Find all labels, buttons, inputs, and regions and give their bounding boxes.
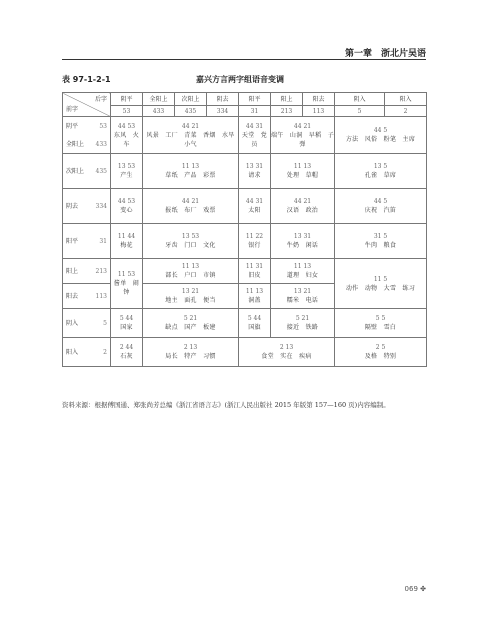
cell-words: 食堂 实在 疾病 xyxy=(261,353,312,360)
cell-words: 缺点 国产 板建 xyxy=(165,324,216,331)
table-cell xyxy=(239,189,271,224)
cell-tone: 11 22 xyxy=(245,233,264,240)
page-number: 069 ✤ xyxy=(404,585,426,593)
row-label: 阳去 xyxy=(66,292,79,300)
cell-tone: 11 5 xyxy=(373,275,388,283)
cell-words: 风景 工厂 青菜 香烟 水旱 小气 xyxy=(146,131,241,148)
row-label: 阳平 xyxy=(66,237,79,245)
cell-words: 端午 山洞 早稻 子弹 xyxy=(271,131,335,148)
table-cell xyxy=(335,259,427,309)
col-header: 阳上 xyxy=(271,93,303,106)
cell-words: 请求 xyxy=(248,172,261,179)
table-cell xyxy=(143,309,239,338)
corner-bottom-label: 前字 xyxy=(66,106,79,113)
row-tone: 113 xyxy=(95,292,107,300)
col-header: 阴平 xyxy=(111,93,143,106)
cell-tone: 44 31 xyxy=(245,198,264,205)
cell-words: 部长 户口 市镇 xyxy=(165,272,216,279)
row-tone: 433 xyxy=(95,140,107,148)
table-row xyxy=(63,224,427,259)
cell-words: 牙齿 门口 文化 xyxy=(165,242,216,249)
cell-tone: 13 53 xyxy=(117,163,136,170)
row-header xyxy=(63,117,111,154)
corner-top-label: 后字 xyxy=(94,96,107,103)
cell-words: 旧皮 xyxy=(248,272,261,279)
tone-sandhi-table xyxy=(62,92,427,367)
col-header: 阴入 xyxy=(335,93,385,106)
table-cell xyxy=(111,309,143,338)
table-cell xyxy=(239,338,335,367)
cell-words: 局长 特产 习惯 xyxy=(165,353,216,360)
table-cell xyxy=(239,224,271,259)
table-cell xyxy=(335,117,427,154)
cell-words: 地主 面孔 便当 xyxy=(165,297,216,304)
col-tone: 31 xyxy=(239,106,271,117)
cell-words: 太阳 xyxy=(248,207,261,214)
row-label: 阴入 xyxy=(66,319,79,327)
chapter-header: 第一章 浙北片吴语 xyxy=(344,49,426,59)
table-row xyxy=(63,189,427,224)
row-tone: 2 xyxy=(103,348,107,356)
cell-words: 方法 风俗 粉笔 主席 xyxy=(345,136,416,143)
table-cell xyxy=(335,154,427,189)
cell-tone: 44 21 xyxy=(181,122,200,130)
table-cell xyxy=(143,338,239,367)
cell-words: 及格 特别 xyxy=(364,353,397,360)
col-header: 阳入 xyxy=(385,93,427,106)
row-header xyxy=(63,338,111,367)
cell-words: 石灰 xyxy=(120,353,133,360)
cell-words: 汉语 政治 xyxy=(286,207,319,214)
cell-words: 天堂 党员 xyxy=(241,131,268,148)
cell-tone: 44 53 xyxy=(117,198,136,205)
table-cell xyxy=(335,338,427,367)
table-title: 嘉兴方言两字组语音变调 xyxy=(196,75,284,84)
col-tone: 113 xyxy=(303,106,335,117)
row-tone: 53 xyxy=(99,122,107,130)
cell-tone: 13 21 xyxy=(293,288,312,295)
row-tone: 213 xyxy=(95,267,107,275)
table-cell xyxy=(111,338,143,367)
cell-words: 道理 妇女 xyxy=(286,272,319,279)
cell-tone: 44 5 xyxy=(373,198,388,205)
table-cell xyxy=(271,224,335,259)
cell-tone: 44 21 xyxy=(293,198,312,205)
cell-tone: 5 21 xyxy=(295,315,310,322)
corner-cell xyxy=(63,93,111,117)
col-header: 阳去 xyxy=(303,93,335,106)
row-header xyxy=(63,309,111,338)
col-header: 次阳上 xyxy=(175,93,207,106)
cell-tone: 11 13 xyxy=(293,163,312,170)
table-cell xyxy=(335,189,427,224)
cell-tone: 5 5 xyxy=(375,315,386,322)
table-row xyxy=(63,309,427,338)
row-tone: 5 xyxy=(103,319,107,327)
cell-words: 牛奶 闲话 xyxy=(286,242,319,249)
table-row xyxy=(63,154,427,189)
cell-tone: 11 44 xyxy=(117,233,136,240)
cell-tone: 2 44 xyxy=(119,344,134,351)
cell-tone: 13 21 xyxy=(181,288,200,295)
cell-words: 庆祝 汽笛 xyxy=(364,207,397,214)
cell-tone: 11 31 xyxy=(245,263,264,270)
table-cell xyxy=(143,154,239,189)
row-label: 阳上 xyxy=(66,267,79,275)
cell-tone: 11 13 xyxy=(245,288,264,295)
cell-words: 国家 xyxy=(120,324,133,331)
col-tone: 2 xyxy=(385,106,427,117)
row-header xyxy=(63,284,111,309)
table-cell xyxy=(111,154,143,189)
cell-words: 草纸 产品 彩票 xyxy=(165,172,216,179)
table-cell xyxy=(239,154,271,189)
col-header: 阳平 xyxy=(239,93,271,106)
cell-tone: 13 5 xyxy=(373,163,388,170)
table-cell xyxy=(335,224,427,259)
cell-tone: 11 13 xyxy=(181,163,200,170)
cell-tone: 2 13 xyxy=(279,344,294,351)
table-cell xyxy=(239,309,271,338)
cell-tone: 44 53 xyxy=(117,122,136,130)
row-label: 阳入 xyxy=(66,348,79,356)
row-label: 次阳上 xyxy=(66,167,85,175)
table-cell xyxy=(271,117,335,154)
header-rule xyxy=(62,59,426,60)
table-cell xyxy=(239,284,271,309)
table-cell xyxy=(143,259,239,284)
row-header xyxy=(63,154,111,189)
cell-tone: 5 44 xyxy=(247,315,262,322)
table-cell xyxy=(111,259,143,309)
row-header xyxy=(63,224,111,259)
cell-tone: 5 44 xyxy=(119,315,134,322)
row-label: 全阳上 xyxy=(66,140,85,148)
col-tone: 433 xyxy=(143,106,175,117)
col-tone: 435 xyxy=(175,106,207,117)
table-cell xyxy=(271,154,335,189)
col-tone: 53 xyxy=(111,106,143,117)
row-label: 阴去 xyxy=(66,202,79,210)
cell-tone: 2 13 xyxy=(183,344,198,351)
table-cell xyxy=(271,309,335,338)
table-number: 表 97-1-2-1 xyxy=(62,75,111,84)
table-cell xyxy=(271,284,335,309)
cell-tone: 44 5 xyxy=(373,127,388,134)
row-label: 阴平 xyxy=(66,122,79,130)
cell-tone: 44 31 xyxy=(245,122,264,130)
row-tone: 31 xyxy=(99,237,107,245)
cell-words: 报纸 布厂 戏票 xyxy=(165,207,216,214)
cell-tone: 11 13 xyxy=(181,263,200,270)
col-tone: 334 xyxy=(207,106,239,117)
row-tone: 334 xyxy=(95,202,107,210)
col-header: 全阳上 xyxy=(143,93,175,106)
cell-words: 动作 动物 大雪 练习 xyxy=(345,284,416,292)
cell-words: 孔雀 草席 xyxy=(364,172,397,179)
cell-tone: 11 53 xyxy=(117,271,136,278)
cell-words: 洞盖 xyxy=(248,297,261,304)
col-tone: 213 xyxy=(271,106,303,117)
table-row xyxy=(63,338,427,367)
cell-tone: 11 13 xyxy=(293,263,312,270)
cell-tone: 44 21 xyxy=(293,122,312,130)
cell-words: 国旗 xyxy=(248,324,261,331)
table-cell xyxy=(335,309,427,338)
table-cell xyxy=(143,117,239,154)
table-row xyxy=(63,259,427,284)
cell-tone: 13 31 xyxy=(245,163,264,170)
table-cell xyxy=(239,117,271,154)
cell-words: 东风 火车 xyxy=(113,131,140,148)
col-header: 阴去 xyxy=(207,93,239,106)
table-cell xyxy=(271,189,335,224)
cell-tone: 2 5 xyxy=(375,344,386,351)
row-header xyxy=(63,189,111,224)
table-cell xyxy=(271,259,335,284)
row-tone: 435 xyxy=(95,167,107,175)
cell-tone: 13 31 xyxy=(293,233,312,240)
cell-tone: 13 53 xyxy=(181,233,200,240)
cell-tone: 31 5 xyxy=(373,233,388,240)
table-cell xyxy=(111,189,143,224)
cell-words: 牛肉 粮食 xyxy=(364,242,397,249)
cell-words: 糯米 电话 xyxy=(286,297,319,304)
cell-words: 产生 xyxy=(120,172,133,179)
cell-tone: 5 21 xyxy=(183,315,198,322)
col-tone: 5 xyxy=(335,106,385,117)
cell-words: 变心 xyxy=(120,207,133,214)
table-cell xyxy=(143,224,239,259)
table-row xyxy=(63,117,427,154)
table-cell xyxy=(143,189,239,224)
cell-words: 处理 草帽 xyxy=(286,172,319,179)
cell-words: 酱单 闹钟 xyxy=(113,280,140,296)
cell-tone: 44 21 xyxy=(181,198,200,205)
table-cell xyxy=(239,259,271,284)
cell-words: 梅花 xyxy=(120,242,133,249)
table-cell xyxy=(111,117,143,154)
cell-words: 接近 铁路 xyxy=(286,324,319,331)
cell-words: 银行 xyxy=(248,242,261,249)
table-cell xyxy=(111,224,143,259)
table-cell xyxy=(143,284,239,309)
cell-words: 隔壁 雪白 xyxy=(364,324,397,331)
row-header xyxy=(63,259,111,284)
source-note: 资料来源：根据傅国通、郑张尚芳总编《浙江省语言志》(浙江人民出版社 2015 年版第 157—160 页)内容编制。 xyxy=(62,401,390,409)
